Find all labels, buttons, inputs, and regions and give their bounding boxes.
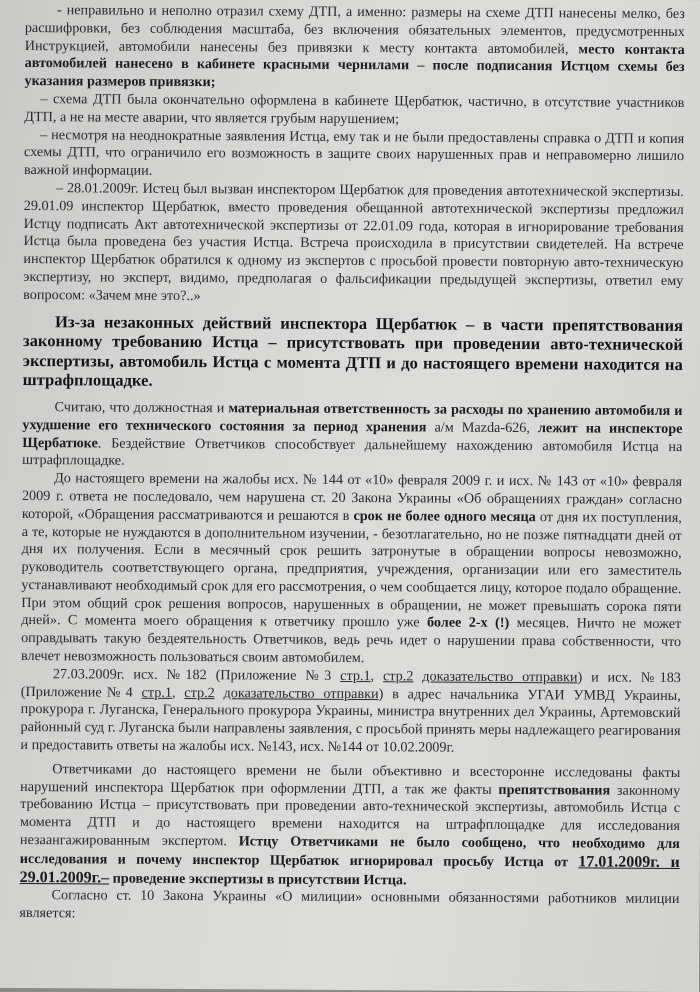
link-appendix3-proof[interactable]: доказательство отправки [422, 668, 578, 686]
paragraph-scheme-office: – схема ДТП была окончательно оформлена в кабинете Щербатюк, частично, в отсутствие участников ДТП, а не на месте аварии, что является грубым нарушением; [24, 91, 685, 128]
link-appendix4-proof[interactable]: доказательство отправки [223, 684, 379, 702]
link-appendix3-page2[interactable]: стр.2 [382, 668, 414, 685]
link-appendix4-page1[interactable]: стр.1 [141, 684, 173, 701]
link-appendix3-page1[interactable]: стр.1 [340, 667, 371, 685]
heading-illegal-actions: Из-за незаконных действий инспектора Щербатюк – в части препятствования законному требованию Истца – присутствовать при проведении авто-технической экспертизы, автомобиль Истца с момента ДТП и до настоящего времени находится на штрафплощадке. [22, 311, 684, 391]
paragraph-police-law: Согласно ст. 10 Закона Украины «О милиции» основными обязанностями работников милиции является: [19, 887, 680, 922]
document-body [19, 2, 685, 927]
paragraph-responsibility: Считаю, что должностная и материальная ответственность за расходы по хранению автомобиля и ухудшение его технического состояния за период хранения а/м Mazda-626, лежит на инспекторе Щербатюке. Бездействие Ответчиков способствует дальнейшему нахождению автомобиля Истца на штрафплощадке. [22, 399, 683, 469]
paragraph-expertise: – 28.01.2009г. Истец был вызван инспектором Щербатюк для проведения автотехнической экспертизы. 29.01.09 инспектор Щербатюк, вместо проведения обещанной автотехнической экспертизы предложил Истцу подписать Акт автотехнической экспертизы от 22.01.09 года, которая в игнорирование требования Истца была проведена без участия Истца. Встреча происходила в присутствии свидетелей. На встрече инспектор Щербатюк обратился к одному из экспертов с просьбой провести повторную авто-техническую экспертизу, но эксперт, видимо, предполагая о фальсификации предыдущей экспертизы, ответил ему вопросом: «Зачем мне это?..» [23, 180, 684, 304]
link-appendix4-page2[interactable]: стр.2 [184, 684, 215, 701]
paragraph-applications: 27.03.2009г. исх. №182 (Приложение №3 стр.1, стр.2 доказательство отправки) и исх. №183 (Приложение№4 стр.1, стр.2 доказательство отправки) в адрес начальника УГАИ УМВД Украины, прокурора г. Луганска, Генерального прокурора Украины, министра внутренних дел Украины, Артемовский районный суд г. Луганска были направлены заявления, с просьбой принять меры надлежащего реагирования и предоставить ответы на жалобы исх. №143, исх. №144 от 10.02.2009г. [20, 666, 681, 756]
underlined-dates: 17.01.2009г. и 29.01.2009г.– [19, 853, 680, 887]
paragraph-scheme-errors: - неправильно и неполно отразил схему ДТП, а именно: размеры на схеме ДТП нанесены мелко, без расшифровки, без соблюдения масштаба, без включения обязательных элементов, предусмотренных Инструкцией, автомобили нанесены без привязки к месту контакта автомобилей, место контакта автомобилей нанесено в кабинете красными чернилами – после подписания Истцом схемы без указания размеров привязки; [24, 2, 685, 91]
bold-contact-point: место контакта автомобилей нанесено в кабинете красными чернилами – после подписания Истцом схемы без указания размеров привязки; [24, 40, 685, 91]
paragraph-no-certificate: – несмотря на неоднократные заявления Истца, ему так и не были предоставлены справка о ДТП и копия схемы ДТП, что ограничило его возможность в защите своих нарушенных прав и неправомерно лишило важной информации. [23, 126, 685, 179]
paragraph-complaints: До настоящего времени на жалобы исх. № 144 от «10» февраля 2009 г. и исх. № 143 от «10» февраля 2009 г. ответа не последовало, чем нарушена ст. 20 Закона Украины «Об обращениях граждан» согласно которой, «Обращения рассматриваются и решаются в срок не более одного месяца от дня их поступления, а те, которые не нуждаются в дополнительном изучении, - безотлагательно, но не позже пятнадцати дней от дня их получения. Если в месячный срок решить затронутые в обращении вопросы невозможно, руководитель соответствующего органа, предприятия, учреждения, организации или его заместитель устанавливают необходимый срок для его рассмотрения, о чем сообщается лицу, которое подало обращение. При этом общий срок решения вопросов, нарушенных в обращении, не может превышать сорока пяти дней». С момента моего обращения к ответчику прошло уже более 2-х (!) месяцев. Ничто не может оправдывать такую бездеятельность Ответчиков, ведь речь идет о нарушении права собственности, что влечет невозможность пользоваться своим автомобилем. [20, 470, 683, 667]
paragraph-not-investigated: Ответчиками до настоящего времени не были объективно и всесторонне исследованы факты нарушений инспектора Щербатюк при оформлении ДТП, а так же факты препятствования законному требованию Истца – присутствовать при проведении авто-технической экспертизы, автомобиль Истца с момента ДТП и до настоящего времени находится на штрафплощадке для исследования незаангажированным экспертом. Истцу Ответчиками не было сообщено, что необходимо для исследования и почему инспектор Щербатюк игнорировал просьбу Истца от 17.01.2009г. и 29.01.2009г.– проведение экспертизы в присутствии Истца. [19, 761, 681, 888]
